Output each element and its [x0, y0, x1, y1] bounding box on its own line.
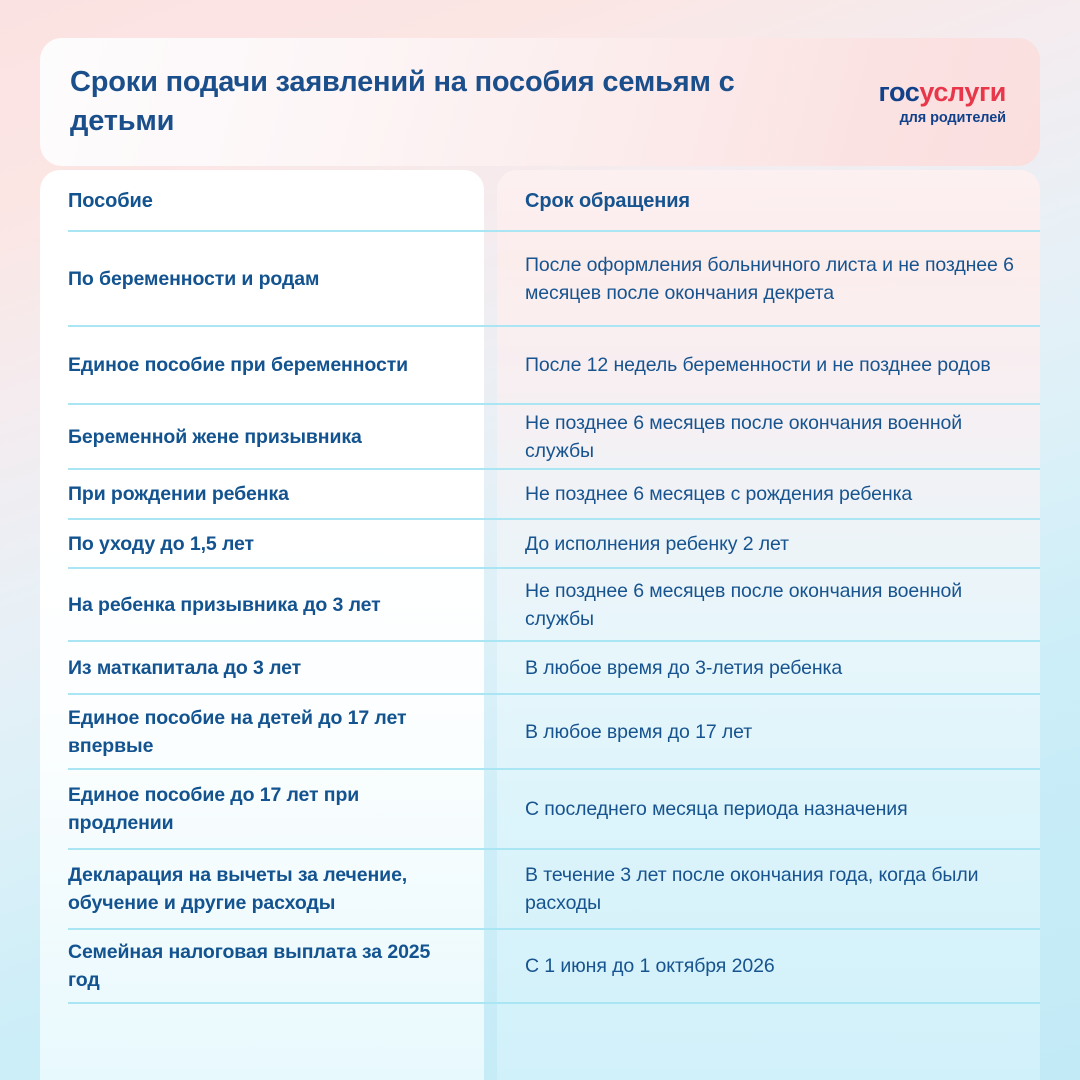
- cell-deadline: Не позднее 6 месяцев с рождения ребенка: [525, 483, 913, 506]
- cell-benefit: На ребенка призывника до 3 лет: [68, 593, 381, 616]
- table-header-row: [40, 170, 1040, 232]
- table-row: [40, 642, 1040, 695]
- logo-wordmark-gos: гос: [878, 76, 920, 107]
- column-header-deadline: Срок обращения: [525, 189, 690, 212]
- cell-deadline: После 12 недель беременности и не позднее родов: [525, 354, 991, 377]
- benefits-table: [40, 170, 1040, 1080]
- logo-wordmark-uslugi: услуги: [919, 76, 1006, 107]
- cell-deadline: До исполнения ребенку 2 лет: [525, 532, 789, 555]
- cell-deadline: В течение 3 лет после окончания года, когда были расходы: [525, 864, 979, 914]
- table-rows: [40, 170, 1040, 1004]
- row-divider: [68, 1002, 1040, 1004]
- logo-subtitle: для родителей: [899, 109, 1006, 126]
- table-row: [40, 405, 1040, 470]
- cell-benefit: Декларация на вычеты за лечение, обучение и другие расходы: [68, 864, 408, 914]
- table-row: [40, 695, 1040, 770]
- table-row: [40, 569, 1040, 642]
- cell-deadline: После оформления больничного листа и не позднее 6 месяцев после окончания декрета: [525, 253, 1014, 304]
- cell-deadline: В любое время до 3-летия ребенка: [525, 656, 843, 679]
- logo-wordmark: [878, 76, 1006, 107]
- cell-benefit: Семейная налоговая выплата за 2025 год: [68, 941, 431, 991]
- cell-deadline: В любое время до 17 лет: [525, 720, 753, 743]
- cell-benefit: Из маткапитала до 3 лет: [68, 656, 302, 679]
- column-header-benefit: Пособие: [68, 189, 153, 212]
- header-card: [40, 38, 1040, 166]
- cell-benefit: По беременности и родам: [68, 267, 320, 290]
- table-row: [40, 232, 1040, 327]
- table-row: [40, 930, 1040, 1004]
- table-row: [40, 520, 1040, 569]
- cell-benefit: Единое пособие на детей до 17 лет впервые: [68, 706, 407, 757]
- cell-deadline: С 1 июня до 1 октября 2026: [525, 955, 775, 978]
- table-row: [40, 470, 1040, 520]
- cell-benefit: Единое пособие до 17 лет при продлении: [68, 784, 360, 834]
- cell-benefit: По уходу до 1,5 лет: [68, 532, 254, 555]
- page-title: Сроки подачи заявлений на пособия семьям с детьми: [70, 66, 735, 137]
- cell-benefit: Беременной жене призывника: [68, 425, 362, 448]
- cell-deadline: Не позднее 6 месяцев после окончания военной службы: [525, 579, 963, 630]
- table-row: [40, 327, 1040, 405]
- cell-benefit: При рождении ребенка: [68, 483, 289, 506]
- cell-deadline: С последнего месяца периода назначения: [525, 798, 908, 821]
- gosuslugi-logo: [878, 76, 1010, 126]
- cell-deadline: Не позднее 6 месяцев после окончания военной службы: [525, 411, 963, 462]
- table-row: [40, 770, 1040, 850]
- table-row: [40, 850, 1040, 930]
- cell-benefit: Единое пособие при беременности: [68, 354, 409, 377]
